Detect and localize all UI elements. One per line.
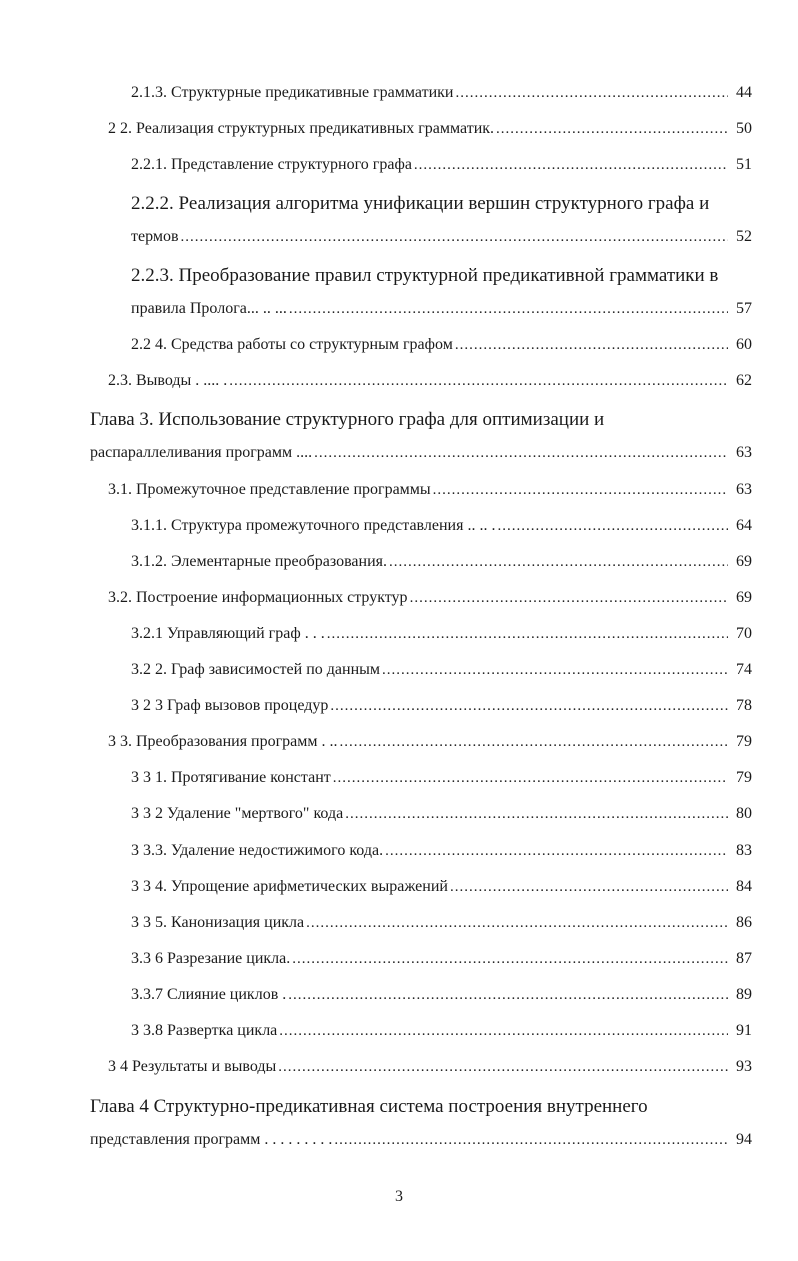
toc-entry-title: 3 3 5. Канонизация цикла: [131, 914, 305, 931]
toc-entry-page: 78: [736, 697, 752, 714]
toc-entry-page: 44: [736, 84, 752, 101]
toc-entry: [131, 336, 752, 360]
toc-entry-title: 3.1. Промежуточное представление программы: [108, 481, 431, 498]
toc-entry: [108, 481, 752, 505]
toc-entry: [131, 950, 752, 974]
toc-entry: [131, 1022, 752, 1046]
dot-leader: [334, 1132, 728, 1149]
dot-leader: [385, 843, 728, 860]
toc-entry-title: 2 2. Реализация структурных предикативных грамматик.: [108, 120, 495, 137]
dot-leader: [288, 987, 728, 1004]
dot-leader: [433, 482, 728, 499]
toc-entry: [131, 661, 752, 685]
toc-entry-page: 93: [736, 1058, 752, 1075]
toc-entry-page: 69: [736, 553, 752, 570]
toc-entry: [131, 300, 752, 324]
toc-entry: [131, 553, 752, 577]
toc-entry-title: 3 2 3 Граф вызовов процедур: [131, 697, 329, 714]
toc-entry-page: 86: [736, 914, 752, 931]
dot-leader: [345, 806, 728, 823]
toc-entry-title: термов: [131, 228, 179, 245]
dot-leader: [414, 157, 728, 174]
toc-entry-page: 63: [736, 444, 752, 461]
dot-leader: [382, 662, 728, 679]
dot-leader: [330, 698, 728, 715]
toc-entry-page: 83: [736, 842, 752, 859]
dot-leader: [389, 554, 728, 571]
toc-entry-page: 89: [736, 986, 752, 1003]
toc-entry-page: 52: [736, 228, 752, 245]
toc-entry-title: 2.2 4. Средства работы со структурным графом: [131, 336, 453, 353]
toc-entry: [90, 1131, 752, 1155]
toc-entry-title: 3.3.7 Слияние циклов .: [131, 986, 287, 1003]
chapter-title-line: Глава 4 Структурно-предикативная система построения внутреннего: [90, 1096, 648, 1117]
dot-leader: [455, 337, 728, 354]
dot-leader: [450, 879, 728, 896]
toc-entry: [131, 769, 752, 793]
toc-entry-title: правила Пролога... .. ...: [131, 300, 287, 317]
toc-entry: [131, 842, 752, 866]
dot-leader: [279, 1023, 728, 1040]
toc-entry: [131, 84, 752, 108]
toc-entry: [131, 228, 752, 252]
toc-entry-page: 79: [736, 769, 752, 786]
toc-entry-title: 2.3. Выводы . .... .: [108, 372, 228, 389]
toc-entry: [131, 986, 752, 1010]
toc-entry-title: 3.2.1 Управляющий граф . . .: [131, 625, 325, 642]
dot-leader: [181, 229, 728, 246]
toc-entry-title: 3 3 2 Удаление "мертвого" кода: [131, 805, 344, 822]
dot-leader: [497, 518, 728, 535]
toc-entry-title: 3 4 Результаты и выводы: [108, 1058, 277, 1075]
dot-leader: [306, 915, 728, 932]
toc-entry-page: 80: [736, 805, 752, 822]
toc-entry-title: 3 3.8 Развертка цикла: [131, 1022, 278, 1039]
toc-entry: [131, 697, 752, 721]
chapter-title-line: Глава 3. Использование структурного графа для оптимизации и: [90, 409, 605, 430]
dot-leader: [455, 85, 728, 102]
toc-entry-page: 51: [736, 156, 752, 173]
toc-entry-page: 69: [736, 589, 752, 606]
toc-entry: [131, 878, 752, 902]
toc-entry: [90, 444, 752, 468]
toc-entry: [131, 805, 752, 829]
dot-leader: [292, 951, 728, 968]
dot-leader: [229, 373, 728, 390]
toc-entry-page: 84: [736, 878, 752, 895]
toc-entry-title: 2.1.3. Структурные предикативные грамматики: [131, 84, 454, 101]
toc-entry: [131, 914, 752, 938]
toc-entry-page: 79: [736, 733, 752, 750]
toc-entry-title: представления программ . . . . . . . . .: [90, 1131, 333, 1148]
toc-entry-title: 3 3.3. Удаление недостижимого кода.: [131, 842, 384, 859]
toc-entry-title-line: 2.2.3. Преобразование правил структурной предикативной грамматики в: [131, 265, 719, 286]
toc-entry-page: 87: [736, 950, 752, 967]
toc-entry-page: 62: [736, 372, 752, 389]
toc-entry-title: 3 3. Преобразования программ . ..: [108, 733, 338, 750]
toc-entry-page: 91: [736, 1022, 752, 1039]
dot-leader: [496, 121, 728, 138]
dot-leader: [333, 770, 728, 787]
dot-leader: [327, 626, 728, 643]
toc-entry-title-line: 2.2.2. Реализация алгоритма унификации вершин структурного графа и: [131, 193, 710, 214]
dot-leader: [410, 590, 728, 607]
toc-entry-page: 64: [736, 517, 752, 534]
toc-entry-title: распараллеливания программ ....: [90, 444, 313, 461]
toc-entry-title: 2.2.1. Представление структурного графа: [131, 156, 412, 173]
toc-entry: [108, 589, 752, 613]
toc-entry-page: 70: [736, 625, 752, 642]
toc-entry-title: 3.1.2. Элементарные преобразования.: [131, 553, 387, 570]
toc-entry: [108, 733, 752, 757]
toc-entry-page: 74: [736, 661, 752, 678]
toc-entry-title: 3.1.1. Структура промежуточного представления .. .. .: [131, 517, 496, 534]
toc-entry: [131, 156, 752, 180]
toc-entry-title: 3.3 6 Разрезание цикла.: [131, 950, 291, 967]
toc-entry-page: 63: [736, 481, 752, 498]
dot-leader: [314, 445, 728, 462]
toc-entry-title: 3.2. Построение информационных структур: [108, 589, 408, 606]
toc-entry: [131, 517, 752, 541]
toc-entry-page: 60: [736, 336, 752, 353]
dot-leader: [340, 734, 728, 751]
toc-entry: [108, 1058, 752, 1082]
toc-entry-title: 3 3 4. Упрощение арифметических выражений: [131, 878, 448, 895]
toc-entry-page: 50: [736, 120, 752, 137]
page-number: 3: [395, 1188, 403, 1205]
toc-entry-title: 3 3 1. Протягивание констант: [131, 769, 331, 786]
toc-entry: [108, 372, 752, 396]
toc-entry-title: 3.2 2. Граф зависимостей по данным: [131, 661, 380, 678]
toc-entry: [131, 625, 752, 649]
toc-entry: [108, 120, 752, 144]
dot-leader: [278, 1059, 728, 1076]
dot-leader: [289, 301, 728, 318]
toc-entry-page: 94: [736, 1131, 752, 1148]
toc-entry-page: 57: [736, 300, 752, 317]
